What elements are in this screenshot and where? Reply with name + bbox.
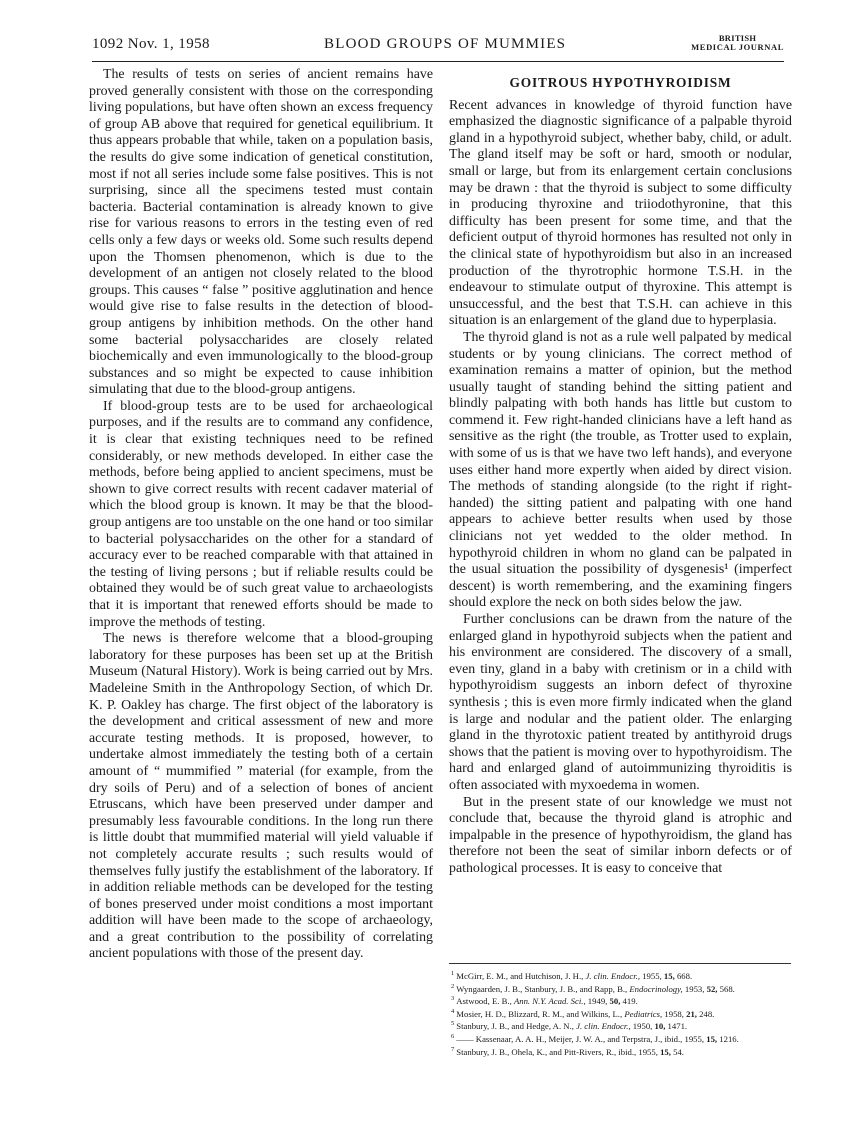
reference-item: $^5$ Stanbury, J. B., and Hedge, A. N., J. clin. Endocr., 1950, 10, 1471. (451, 1020, 688, 1032)
reference-item: $^4$ Mosier, H. D., Blizzard, R. M., and Wilkins, L., Pediatrics, 1958, 21, 248. (451, 1007, 715, 1019)
journal-name (691, 34, 784, 52)
reference-item: $^7$ Stanbury, J. B., Ohela, K., and Pitt-Rivers, R., ibid., 1955, 15, 54. (451, 1045, 684, 1057)
reference-item: $^1$ McGirr, E. M., and Hutchison, J. H., J. clin. Endocr., 1955, 15, 668. (451, 970, 693, 981)
right-paragraph-3: Further conclusions can be drawn from the nature of the enlarged gland in hypothyroid subjects when the patient and his environment are considered. The discovery of a small, even tiny, gland in a baby with cretinism or in a child with hypothyroidism suggests an inborn defect of thyroxine synthesis ; this is even more firmly indicated when the gland is large and nodular and the patient older. The enlarging gland in the thyrotoxic patient treated by antithyroid drugs shows that the patient is moving over to hypothyroidism. The hard and enlarged gland of autoimmunizing thyroiditis is often associated with myxoedema in women. (449, 612, 792, 793)
references-rule (449, 963, 791, 964)
journal-name-line1: BRITISH (718, 33, 757, 43)
right-paragraph-4: But in the present state of our knowledge we must not conclude that, because the thyroid gland is atrophic and impalpable in the presence of hypothyroidism, the gland has therefore not been the seat of similar inborn defects or of pathological processes. It is easy to conceive that (449, 794, 792, 876)
page-number-date: 1092 Nov. 1, 1958 (92, 36, 210, 52)
section-heading: GOITROUS HYPOTHYROIDISM (509, 75, 732, 90)
left-paragraph-1: The results of tests on series of ancient remains have proved generally consistent with those on the corresponding living populations, but have often shown an excess frequency of group AB above that required for genetical equilibrium. It thus appears probable that while, taken on a population basis, the results do give some indication of genetical constitution, most if not all series include some false positives. This is not surprising, since all the specimens tested must contain bacteria. Bacterial contamination is already known to give rise for various reasons to errors in the testing even of red cells only a few days or weeks old. Some such results depend upon the Thomsen phenomenon, which is due to the development of an antigen not closely related to the blood groups. This causes “ false ” positive agglutination and hence would give rise to false results in the detection of blood-group antigens by inhibition methods. On the other hand some bacterial polysaccharides are closely related biochemically and even immunologically to the blood-group substances and so might be expected to cause inhibition simulating that due to the blood-group antigens. (89, 67, 433, 398)
right-column (449, 75, 792, 878)
reference-item: $^3$ Astwood, E. B., Ann. N.Y. Acad. Sci., 1949, 50, 419. (451, 995, 638, 1007)
reference-item: $^6$ —— Kassenaar, A. A. H., Meijer, J. W. A., and Terpstra, J., ibid., 1955, 15, 1216. (451, 1032, 739, 1044)
running-title: BLOOD GROUPS OF MUMMIES (324, 36, 567, 52)
left-column (89, 67, 433, 963)
left-paragraph-3: The news is therefore welcome that a blood-grouping laboratory for these purposes has been set up at the British Museum (Natural History). Work is being carried out by Mrs. Madeleine Smith in the Anthropology Section, of which Dr. K. P. Oakley has charge. The first object of the laboratory is the development and critical assessment of new and more accurate testing methods. It is proposed, however, to undertake almost immediately the testing both of a certain amount of “ mummified ” material (for example, from the dry soils of Peru) and of a selection of bones of ancient Etruscans, which have been preserved under damper and presumably less favourable conditions. In the long run there is little doubt that mummified material will yield valuable if not completely accurate results ; such results would of themselves fully justify the establishment of the laboratory. If in addition reliable methods can be developed for the testing of bones preserved under moist conditions a most important addition will have been made to the scope of archaeology, and a great contribution to the possibility of correlating ancient populations with those of the present day. (89, 631, 433, 962)
reference-item: $^2$ Wyngaarden, J. B., Stanbury, J. B., and Rapp, B., Endocrinology, 1953, 52, 568. (451, 982, 735, 994)
journal-name-line2: MEDICAL JOURNAL (691, 42, 784, 52)
page-header (92, 34, 784, 60)
right-paragraph-2: The thyroid gland is not as a rule well palpated by medical students or by young clinicians. The correct method of examination remains a matter of opinion, but the method usually taught of standing behind the sitting patient and blindly palpating with both hands has little but custom to commend it. Few right-handed clinicians have a left hand as sensitive as the right (the trouble, as Trotter used to explain, with some of us is that we have two left hands), and everyone uses either hand more expertly when aided by direct vision. The methods of standing alongside (to the right if right-handed) the sitting patient and palpating with one hand appears to achieve better results when used by those clinicians not yet wedded to the older method. In hypothyroid children in whom no gland can be palpated in the usual situation the possibility of dysgenesis¹ (imperfect descent) is worth remembering, and the examining fingers should explore the neck on both sides below the jaw. (449, 329, 792, 611)
references-list (449, 969, 791, 1057)
header-rule (92, 61, 784, 62)
right-paragraph-1: Recent advances in knowledge of thyroid function have emphasized the diagnostic significance of a palpable thyroid gland in a hypothyroid subject, whether baby, child, or adult. The gland itself may be soft or hard, smooth or nodular, small or large, but from its enlargement certain conclusions may be drawn : that the thyroid is subject to some difficulty in producing thyroxine and triiodothyronine, that this difficulty has been present for some time, and that the deficient output of thyroid hormones has resulted not only in the clinical state of hypothyroidism but also in an increased production of the thyrotrophic hormone T.S.H. in the endeavour to stimulate output of thyroxine. This attempt is unsuccessful, and the best that T.S.H. can achieve in this situation is an enlargement of the gland due to hyperplasia. (449, 97, 792, 329)
left-paragraph-2: If blood-group tests are to be used for archaeological purposes, and if the results are to command any confidence, it is clear that existing techniques need to be refined considerably, or new methods developed. In either case the methods, before being applied to ancient specimens, must be shown to give correct results with recent cadaver material of which the blood group is known. It may be that the blood-group antigens are too unstable on the one hand or too similar to bacterial polysaccharides on the other for a standard of accuracy ever to be reached comparable with that attained in the testing of living persons ; but if reliable results could be obtained they would be of such great value to archaeologists that it is important that renewed efforts should be made to improve the methods of testing. (89, 398, 433, 630)
